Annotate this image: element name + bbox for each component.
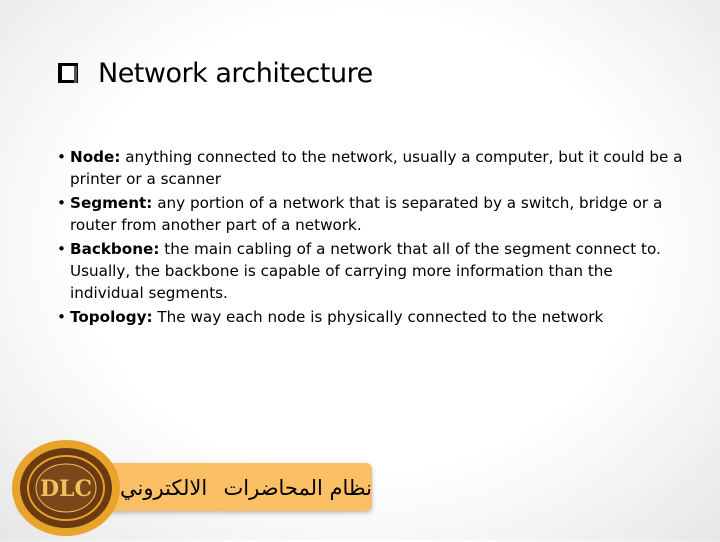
- bullet-text: the main cabling of a network that all of the segment connect to. Usually, the backbone is capable of carrying more information than the individual segments.: [70, 240, 661, 302]
- bullet-list: [55, 146, 685, 330]
- dlc-logo: [10, 438, 122, 538]
- bullet-dot: •: [57, 194, 66, 212]
- footer-text-left: الالكتروني: [120, 476, 208, 500]
- bullet-dot: •: [57, 240, 66, 258]
- slide-title: Network architecture: [98, 58, 373, 89]
- bullet-term: Node:: [70, 148, 121, 166]
- checkbox-bullet-icon: [58, 63, 80, 85]
- bullet-text: anything connected to the network, usually a computer, but it could be a printer or a scanner: [70, 148, 683, 188]
- slide-title-row: [58, 60, 373, 87]
- bullet-dot: •: [57, 148, 66, 166]
- bullet-term: Topology:: [70, 308, 153, 326]
- bullet-text: any portion of a network that is separated by a switch, bridge or a router from another part of a network.: [70, 194, 663, 234]
- bullet-text: The way each node is physically connected to the network: [152, 308, 604, 326]
- bullet-node: [55, 146, 685, 190]
- bullet-topology: [55, 306, 685, 328]
- bullet-dot: •: [57, 308, 66, 326]
- bullet-segment: [55, 192, 685, 236]
- bullet-term: Backbone:: [70, 240, 160, 258]
- logo-text: DLC: [39, 476, 93, 502]
- footer-text-right: نظام المحاضرات: [223, 476, 372, 500]
- footer-text: [110, 470, 372, 506]
- bullet-backbone: [55, 238, 685, 304]
- bullet-term: Segment:: [70, 194, 153, 212]
